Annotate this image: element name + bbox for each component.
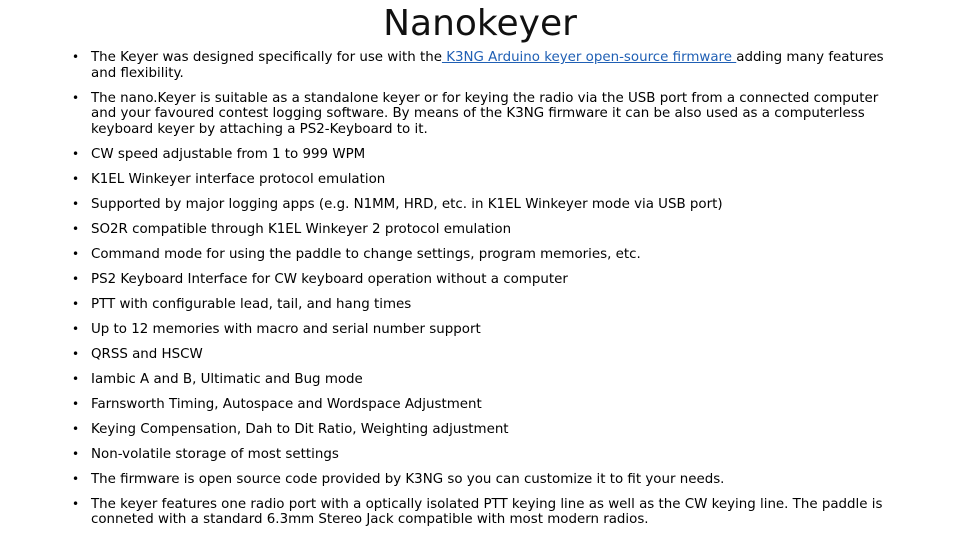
bullet-dot-icon: • bbox=[72, 421, 80, 436]
bullet-text-after-link: adding many features and flexibility. bbox=[91, 50, 884, 81]
k3ng-firmware-link[interactable]: K3NG Arduino keyer open-source firmware bbox=[441, 50, 737, 65]
bullet-text: Non-volatile storage of most settings bbox=[91, 446, 339, 462]
bullet-text: Supported by major logging apps (e.g. N1MM, HRD, etc. in K1EL Winkeyer mode via USB port) bbox=[91, 196, 723, 212]
bullet-text: The nano.Keyer is suitable as a standalone keyer or for keying the radio via the USB port from a connected computer and your favoured contest logging software. By means of the K3NG firmware it can be also used as a computerless keyboard keyer by attaching a PS2-Keyboard to it. bbox=[91, 90, 879, 137]
bullet-dot-icon: • bbox=[72, 471, 80, 486]
bullet-item bbox=[72, 397, 902, 413]
bullet-text-before-link: The Keyer was designed specifically for use with the bbox=[91, 50, 442, 65]
bullet-item bbox=[72, 222, 902, 238]
bullet-item bbox=[72, 91, 902, 138]
bullet-dot-icon: • bbox=[72, 171, 80, 186]
bullet-text: The keyer features one radio port with a optically isolated PTT keying line as well as the CW keying line. The paddle is conneted with a standard 6.3mm Stereo Jack compatible with most modern radios. bbox=[91, 496, 883, 527]
bullet-item bbox=[72, 322, 902, 338]
bullet-text bbox=[91, 50, 884, 81]
bullet-text: Command mode for using the paddle to change settings, program memories, etc. bbox=[91, 246, 641, 262]
bullet-dot-icon: • bbox=[72, 346, 80, 361]
bullet-dot-icon: • bbox=[72, 146, 80, 161]
bullet-item bbox=[72, 372, 902, 388]
bullet-item bbox=[72, 247, 902, 263]
bullet-dot-icon: • bbox=[72, 196, 80, 211]
bullet-item bbox=[72, 497, 902, 528]
bullet-item bbox=[72, 472, 902, 488]
bullet-dot-icon: • bbox=[72, 496, 80, 511]
bullet-text: PTT with configurable lead, tail, and hang times bbox=[91, 296, 412, 312]
bullet-text: PS2 Keyboard Interface for CW keyboard operation without a computer bbox=[91, 271, 568, 287]
bullet-text: Keying Compensation, Dah to Dit Ratio, Weighting adjustment bbox=[91, 421, 509, 437]
bullet-item bbox=[72, 422, 902, 438]
bullet-item bbox=[72, 297, 902, 313]
bullet-dot-icon: • bbox=[72, 396, 80, 411]
bullet-dot-icon: • bbox=[72, 90, 80, 105]
bullet-item bbox=[72, 50, 902, 81]
bullet-dot-icon: • bbox=[72, 221, 80, 236]
bullet-item bbox=[72, 197, 902, 213]
bullet-item bbox=[72, 347, 902, 363]
bullet-dot-icon: • bbox=[72, 446, 80, 461]
bullet-item bbox=[72, 172, 902, 188]
bullet-dot-icon: • bbox=[72, 271, 80, 286]
bullet-dot-icon: • bbox=[72, 246, 80, 261]
bullet-text: The firmware is open source code provided by K3NG so you can customize it to fit your needs. bbox=[91, 471, 725, 487]
bullet-text: Up to 12 memories with macro and serial number support bbox=[91, 321, 481, 337]
bullet-text: SO2R compatible through K1EL Winkeyer 2 protocol emulation bbox=[91, 221, 512, 237]
bullet-text: QRSS and HSCW bbox=[91, 346, 203, 362]
bullet-dot-icon: • bbox=[72, 371, 80, 386]
bullet-item bbox=[72, 147, 902, 163]
bullet-item bbox=[72, 447, 902, 463]
slide-title: Nanokeyer bbox=[383, 3, 577, 44]
bullet-item bbox=[72, 272, 902, 288]
bullet-dot-icon: • bbox=[72, 50, 80, 64]
bullet-text: Iambic A and B, Ultimatic and Bug mode bbox=[91, 371, 363, 387]
bullet-text: CW speed adjustable from 1 to 999 WPM bbox=[91, 146, 366, 162]
bullet-list bbox=[72, 50, 902, 537]
bullet-text: Farnsworth Timing, Autospace and Wordspace Adjustment bbox=[91, 396, 482, 412]
bullet-dot-icon: • bbox=[72, 296, 80, 311]
bullet-text: K1EL Winkeyer interface protocol emulation bbox=[91, 171, 386, 187]
bullet-dot-icon: • bbox=[72, 321, 80, 336]
